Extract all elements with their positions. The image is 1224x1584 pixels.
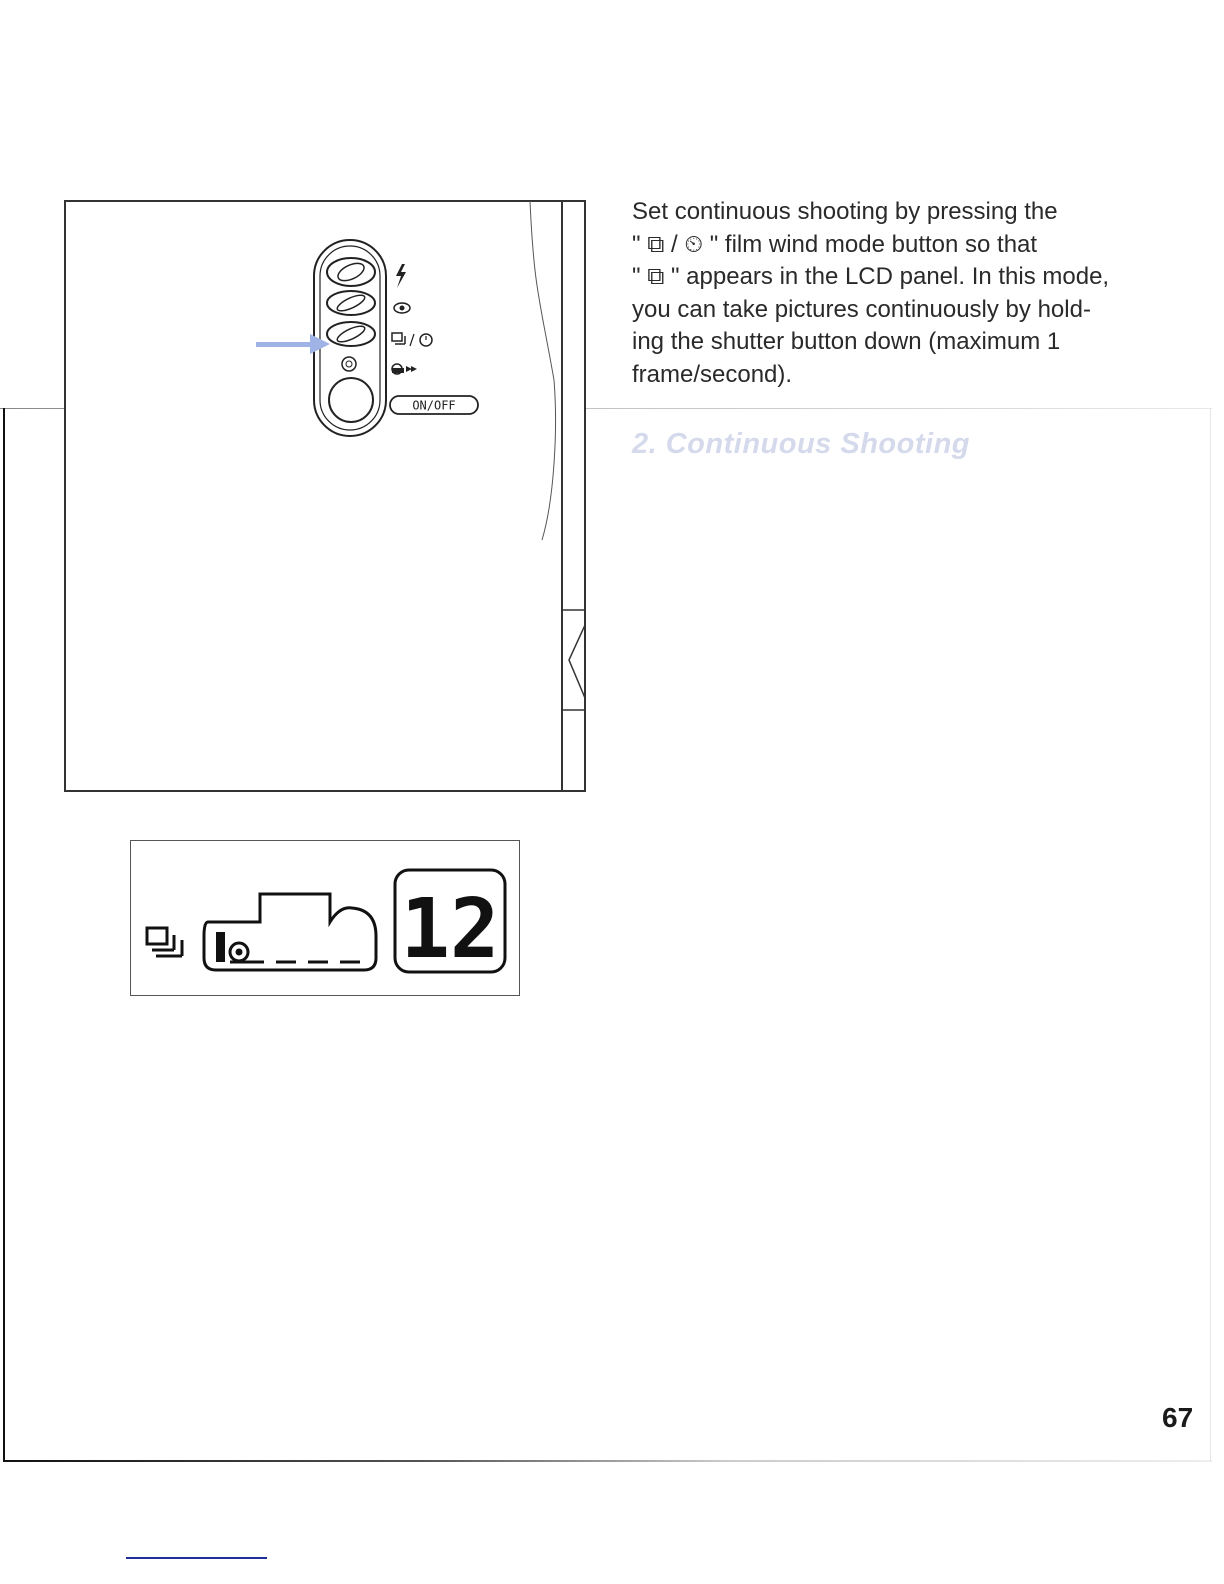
page-number: 67	[1162, 1402, 1194, 1433]
page-frame-left	[3, 408, 5, 1462]
frame-counter-value: 12	[400, 882, 500, 977]
body-line-6: frame/second).	[632, 360, 793, 388]
body-line-5: ing the shutter button down (maximum 1	[632, 328, 1061, 356]
body-line-1: Set continuous shooting by pressing the	[632, 198, 1058, 225]
flash-mode-button[interactable]	[327, 258, 375, 286]
footer-mark	[126, 1557, 267, 1559]
body-line-2: " ⧉ / ⏲ " film wind mode button so that	[632, 230, 1038, 258]
main-power-button[interactable]	[329, 378, 373, 422]
body-line-3: " ⧉ " appears in the LCD panel. In this mode,	[632, 263, 1110, 291]
body-line-4: you can take pictures continuously by hold-	[632, 295, 1091, 323]
on-off-button[interactable]	[390, 396, 478, 414]
film-wind-mode-button[interactable]	[327, 322, 375, 346]
on-off-label: ON/OFF	[412, 398, 456, 413]
section-title: 2. Continuous Shooting	[632, 428, 971, 460]
lcd-panel-figure	[130, 840, 520, 996]
camera-control-panel-figure	[64, 200, 586, 792]
rewind-button[interactable]	[342, 357, 356, 371]
page-frame-bottom	[3, 1460, 1212, 1462]
frame-counter-display	[395, 870, 505, 977]
page-frame-right	[1210, 408, 1211, 1462]
body-paragraph	[632, 196, 1156, 392]
red-eye-button[interactable]	[327, 291, 375, 315]
button-column	[314, 240, 386, 436]
